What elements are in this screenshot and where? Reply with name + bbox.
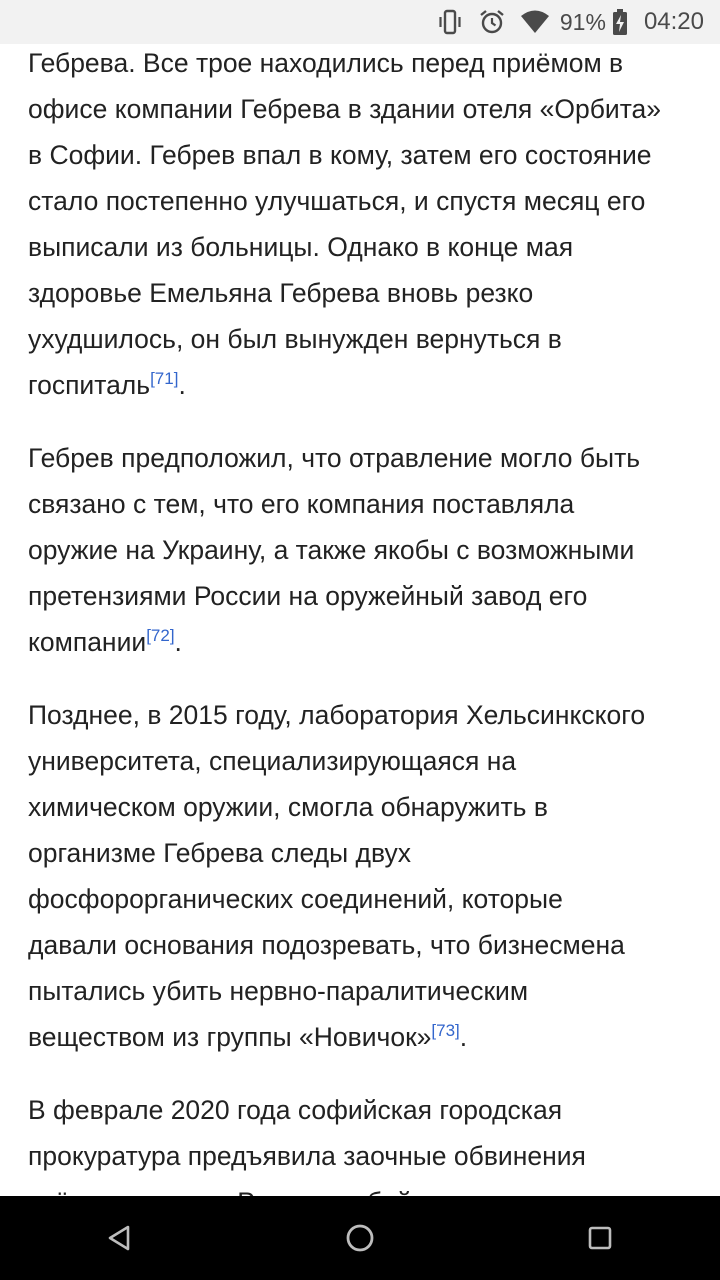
paragraph: [28, 692, 698, 1060]
text-line: Гебрев предположил, что отравление могло быть: [28, 443, 641, 473]
text-line: давали основания подозревать, что бизнесмена: [28, 930, 625, 960]
text-line-with-reference: [28, 362, 698, 408]
text-line: университета, специализирующаяся на: [28, 746, 517, 776]
text-line: В феврале 2020 года софийская городская: [28, 1095, 563, 1125]
alarm-icon: [478, 8, 506, 36]
clock: 04:20: [643, 8, 704, 35]
paragraph: [28, 40, 698, 408]
text-line: пытались убить нервно-паралитическим: [28, 976, 529, 1006]
recents-icon: [586, 1224, 614, 1252]
text-line: фосфорорганических соединений, которые: [28, 884, 563, 914]
article-body: [28, 40, 698, 1252]
text-line: стало постепенно улучшаться, и спустя месяц его: [28, 186, 646, 216]
text-line: Гебрева. Все трое находились перед приёмом в: [28, 48, 624, 78]
text-line: Позднее, в 2015 году, лаборатория Хельсинкского: [28, 700, 646, 730]
home-icon: [344, 1222, 376, 1254]
reference-link[interactable]: [73]: [431, 1021, 460, 1041]
vibrate-icon: [436, 8, 464, 36]
text-fragment: .: [459, 1022, 468, 1052]
text-line: прокуратура предъявила заочные обвинения: [28, 1141, 586, 1171]
text-line-with-reference: [28, 619, 698, 665]
wifi-icon: [520, 9, 550, 35]
back-icon: [105, 1223, 135, 1253]
text-line: выписали из больницы. Однако в конце мая: [28, 232, 574, 262]
home-button[interactable]: [300, 1196, 420, 1280]
battery-percent: 91%: [559, 8, 606, 35]
text-line-with-reference: [28, 1014, 698, 1060]
text-line: претензиями России на оружейный завод его: [28, 581, 588, 611]
recents-button[interactable]: [540, 1196, 660, 1280]
navigation-bar: [0, 1196, 720, 1280]
text-line: организме Гебрева следы двух: [28, 838, 411, 868]
text-line: здоровье Емельяна Гебрева вновь резко: [28, 278, 534, 308]
text-line: оружие на Украину, а также якобы с возможными: [28, 535, 635, 565]
text-fragment: госпиталь: [28, 370, 151, 400]
back-button[interactable]: [60, 1196, 180, 1280]
reference-link[interactable]: [72]: [146, 626, 175, 646]
paragraph: [28, 435, 698, 665]
text-line: офисе компании Гебрева в здании отеля «Орбита»: [28, 94, 662, 124]
reference-link[interactable]: [71]: [150, 369, 179, 389]
text-line: в Софии. Гебрев впал в кому, затем его состояние: [28, 140, 652, 170]
text-line: связано с тем, что его компания поставляла: [28, 489, 575, 519]
text-line: ухудшилось, он был вынужден вернуться в: [28, 324, 562, 354]
text-fragment: веществом из группы «Новичок»: [28, 1022, 432, 1052]
battery-charging-icon: [612, 8, 628, 36]
text-fragment: .: [174, 627, 182, 657]
text-line: химическом оружии, смогла обнаружить в: [28, 792, 548, 822]
text-fragment: .: [178, 370, 186, 400]
status-bar: [0, 0, 720, 44]
text-fragment: компании: [28, 627, 147, 657]
